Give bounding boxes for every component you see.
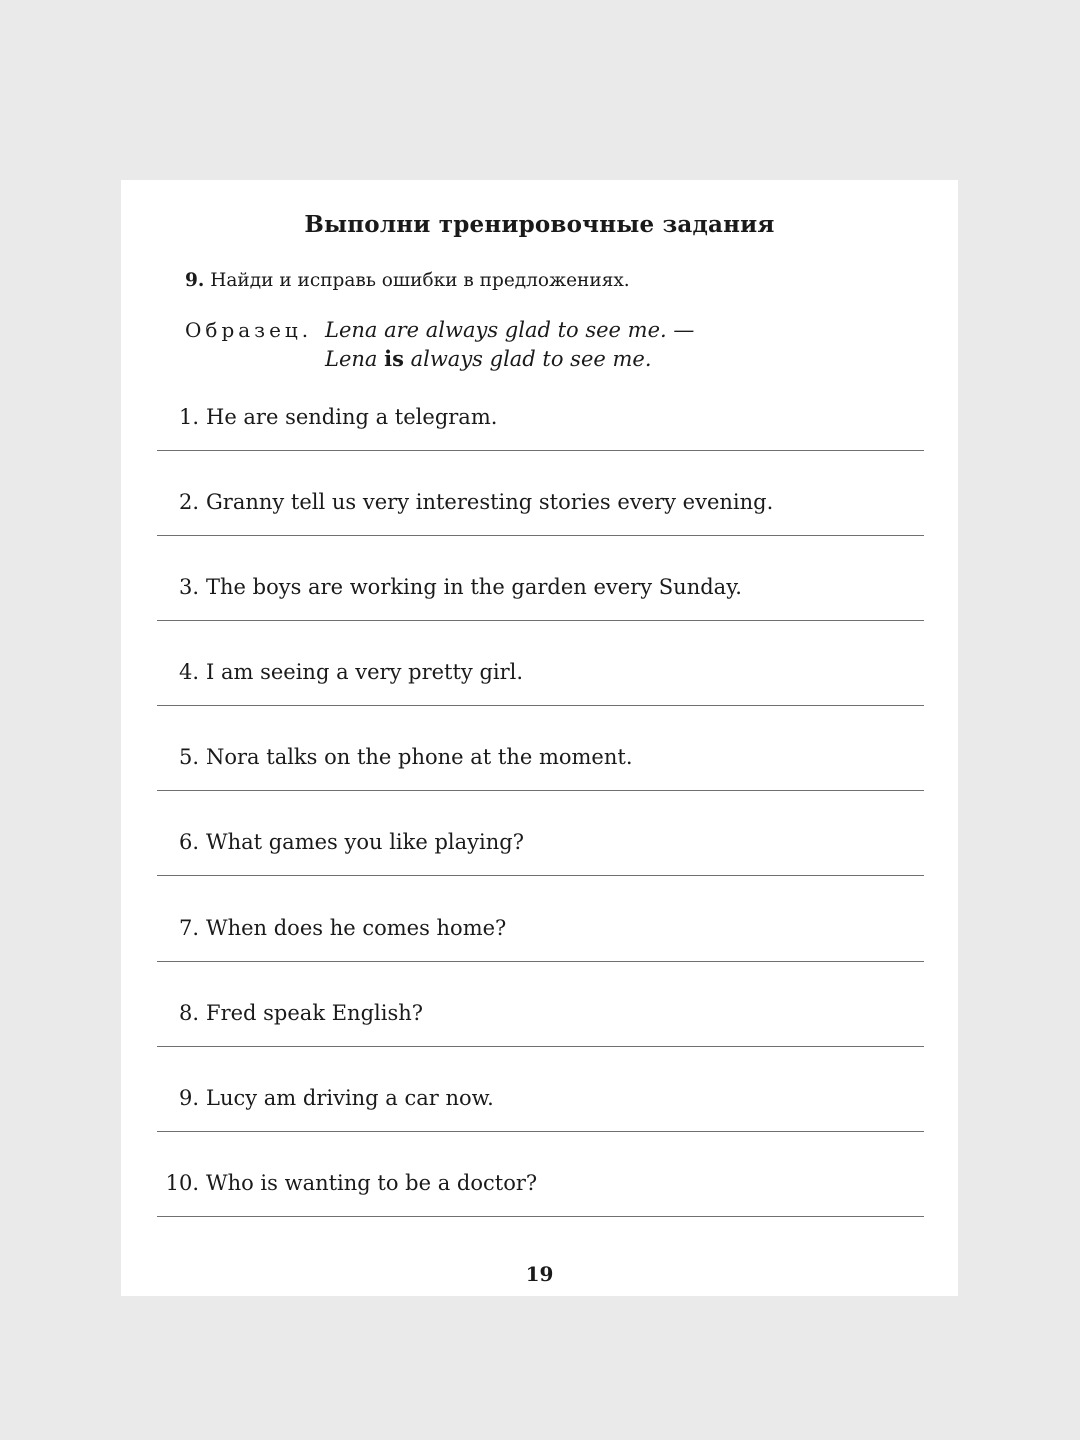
task-instruction [185, 268, 630, 294]
sample-correct-verb: is [384, 346, 404, 371]
item-number: 1. [178, 405, 199, 429]
exercise-item-9 [157, 1083, 924, 1168]
answer-line[interactable] [157, 875, 924, 876]
answer-line[interactable] [157, 1216, 924, 1217]
answer-line[interactable] [157, 620, 924, 621]
item-sentence: Who is wanting to be a doctor? [206, 1171, 538, 1195]
exercise-item-6 [157, 827, 924, 912]
answer-line[interactable] [157, 535, 924, 536]
workbook-page [121, 180, 958, 1296]
exercise-item-3 [157, 572, 924, 657]
exercise-item-8 [157, 998, 924, 1083]
sample-correct-end: always glad to see me. [403, 347, 652, 371]
exercise-item-5 [157, 742, 924, 827]
sample-label: Образец. [185, 318, 313, 342]
page-number: 19 [525, 1262, 554, 1286]
item-sentence: What games you like playing? [206, 830, 524, 854]
item-number: 4. [178, 660, 199, 684]
item-number: 2. [178, 490, 199, 514]
item-number: 7. [178, 916, 199, 940]
exercise-item-10 [157, 1168, 924, 1253]
answer-line[interactable] [157, 1131, 924, 1132]
item-sentence: Nora talks on the phone at the moment. [206, 745, 633, 769]
item-sentence: Fred speak English? [206, 1001, 424, 1025]
answer-line[interactable] [157, 961, 924, 962]
item-sentence: Granny tell us very interesting stories every evening. [206, 490, 774, 514]
answer-line[interactable] [157, 450, 924, 451]
item-number: 5. [178, 745, 199, 769]
sample-correct-start: Lena [325, 347, 385, 371]
answer-line[interactable] [157, 1046, 924, 1047]
task-instruction-text: Найди и исправь ошибки в предложениях. [210, 270, 630, 291]
answer-line[interactable] [157, 790, 924, 791]
item-number: 6. [178, 830, 199, 854]
item-sentence: The boys are working in the garden every Sunday. [206, 575, 742, 599]
exercise-item-4 [157, 657, 924, 742]
item-number: 10. [165, 1171, 199, 1195]
item-number: 8. [178, 1001, 199, 1025]
exercise-item-1 [157, 402, 924, 487]
item-number: 3. [178, 575, 199, 599]
item-sentence: Lucy am driving a car now. [206, 1086, 494, 1110]
item-sentence: He are sending a telegram. [206, 405, 498, 429]
section-title: Выполни тренировочные задания [304, 211, 775, 238]
exercise-item-7 [157, 913, 924, 998]
exercise-item-2 [157, 487, 924, 572]
item-sentence: I am seeing a very pretty girl. [206, 660, 524, 684]
sample-wrong: Lena are always glad to see me. — [325, 318, 695, 342]
item-number: 9. [178, 1086, 199, 1110]
answer-line[interactable] [157, 705, 924, 706]
sample-correct [325, 345, 652, 373]
item-sentence: When does he comes home? [206, 916, 507, 940]
task-number: 9. [185, 270, 205, 291]
